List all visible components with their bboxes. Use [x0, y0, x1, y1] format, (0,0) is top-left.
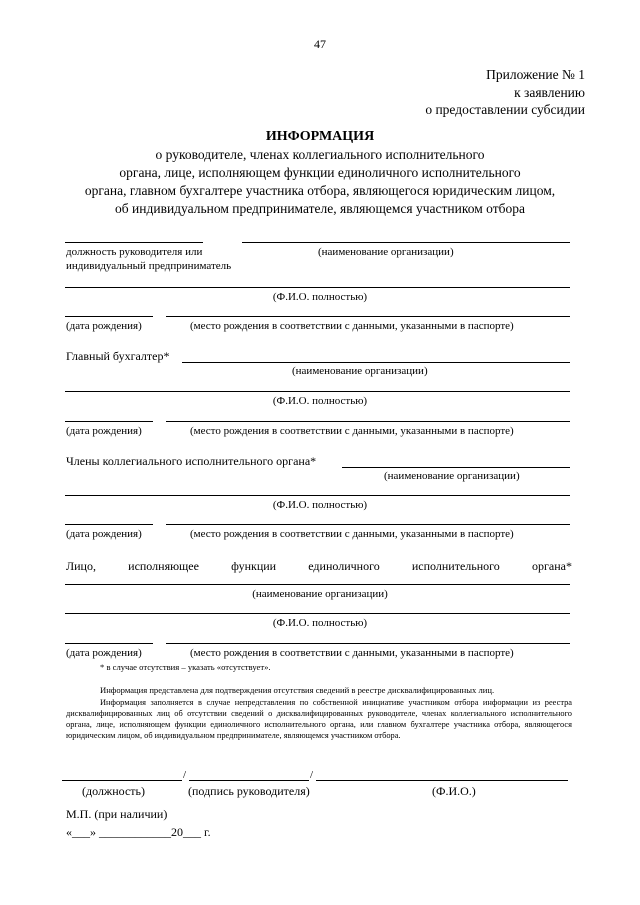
accountant-birthdate-caption: (дата рождения)	[66, 425, 142, 437]
sole-label-word-6: органа*	[531, 559, 572, 573]
annex-subtitle-1: к заявлению	[514, 85, 585, 100]
sole-birthdate-caption: (дата рождения)	[66, 647, 142, 659]
fio-line[interactable]	[65, 287, 570, 288]
sole-label-word-4: единоличного	[308, 559, 380, 573]
birthplace-caption: (место рождения в соответствии с данными, указанными в паспорте)	[190, 320, 514, 332]
sole-label-word-3: функции	[231, 559, 277, 573]
accountant-birthplace-line[interactable]	[166, 421, 570, 422]
footnote: * в случае отсутствия – указать «отсутствует».	[100, 662, 271, 672]
date-day: «___»	[66, 825, 96, 839]
accountant-birthplace-caption: (место рождения в соответствии с данными, указанными в паспорте)	[190, 425, 514, 437]
sole-label-word-1: Лицо,	[66, 559, 96, 573]
board-org-line[interactable]	[342, 467, 570, 468]
birthplace-line[interactable]	[166, 316, 570, 317]
sole-executive-label	[66, 560, 572, 572]
accountant-fio-line[interactable]	[65, 391, 570, 392]
board-label: Члены коллегиального исполнительного органа*	[66, 454, 317, 468]
birthdate-caption: (дата рождения)	[66, 320, 142, 332]
date-year: 20___ г.	[171, 825, 211, 839]
stamp-label: М.П. (при наличии)	[66, 807, 168, 821]
sole-label-word-2: исполняющее	[128, 559, 199, 573]
sole-fio-caption: (Ф.И.О. полностью)	[272, 617, 368, 629]
signature-sign-caption: (подпись руководителя)	[188, 784, 310, 798]
board-birthdate-line[interactable]	[65, 524, 153, 525]
position-caption-1: должность руководителя или	[66, 246, 203, 258]
sole-fio-line[interactable]	[65, 613, 570, 614]
position-caption-2: индивидуальный предприниматель	[66, 260, 232, 272]
position-line[interactable]	[65, 242, 203, 243]
signature-fio-caption: (Ф.И.О.)	[432, 784, 476, 798]
document-subtitle-2: органа, лице, исполняющем функции единоличного исполнительного	[119, 165, 521, 180]
accountant-org-caption: (наименование организации)	[292, 365, 428, 377]
annex-subtitle-2: о предоставлении субсидии	[425, 102, 585, 117]
board-fio-line[interactable]	[65, 495, 570, 496]
sole-birthdate-line[interactable]	[65, 643, 153, 644]
sole-label-word-5: исполнительного	[411, 559, 500, 573]
document-subtitle-4: об индивидуальном предпринимателе, являющемся участником отбора	[115, 201, 525, 216]
sole-birthplace-caption: (место рождения в соответствии с данными, указанными в паспорте)	[190, 647, 514, 659]
signature-slash-2: /	[310, 769, 314, 781]
accountant-fio-caption: (Ф.И.О. полностью)	[272, 395, 368, 407]
signature-slash-1: /	[183, 769, 187, 781]
signature-sign-line[interactable]	[189, 780, 309, 781]
fio-caption: (Ф.И.О. полностью)	[272, 291, 368, 303]
board-birthplace-caption: (место рождения в соответствии с данными, указанными в паспорте)	[190, 528, 514, 540]
date-line[interactable]	[66, 826, 211, 838]
document-title: ИНФОРМАЦИЯ	[265, 129, 375, 144]
page-number: 47	[314, 37, 326, 51]
signature-fio-line[interactable]	[316, 780, 568, 781]
board-org-caption: (наименование организации)	[384, 470, 520, 482]
sole-org-caption: (наименование организации)	[252, 588, 388, 600]
accountant-label: Главный бухгалтер*	[66, 349, 170, 363]
sole-birthplace-line[interactable]	[166, 643, 570, 644]
document-subtitle-3: органа, главном бухгалтере участника отбора, являющегося юридическим лицом,	[84, 183, 556, 198]
board-birthplace-line[interactable]	[166, 524, 570, 525]
accountant-birthdate-line[interactable]	[65, 421, 153, 422]
birthdate-line[interactable]	[65, 316, 153, 317]
info-paragraph-2: Информация заполняется в случае непредставления по собственной инициативе участником отбора информации из реестра дисквалифицированных лиц об отсутствии сведений о дисквалифицированных руководителе, членах коллегиального исполнительного органа, лице, исполняющем функции единоличного исполнительного органа, или главном бухгалтере участника отбора, являющегося юридическим лицом, об индивидуальном предпринимателе, являющемся участником отбора.	[66, 698, 572, 740]
accountant-org-line[interactable]	[182, 362, 570, 363]
board-birthdate-caption: (дата рождения)	[66, 528, 142, 540]
sole-org-line[interactable]	[65, 584, 570, 585]
annex-title: Приложение № 1	[486, 67, 585, 82]
info-paragraph-1: Информация представлена для подтверждения отсутствия сведений в реестре дисквалифицированных лиц.	[100, 685, 495, 695]
organization-line[interactable]	[242, 242, 570, 243]
board-fio-caption: (Ф.И.О. полностью)	[272, 499, 368, 511]
signature-position-line[interactable]	[62, 780, 182, 781]
document-subtitle-1: о руководителе, членах коллегиального исполнительного	[155, 147, 485, 162]
signature-position-caption: (должность)	[82, 784, 145, 798]
organization-caption: (наименование организации)	[318, 246, 454, 258]
date-month: ____________	[99, 825, 171, 839]
